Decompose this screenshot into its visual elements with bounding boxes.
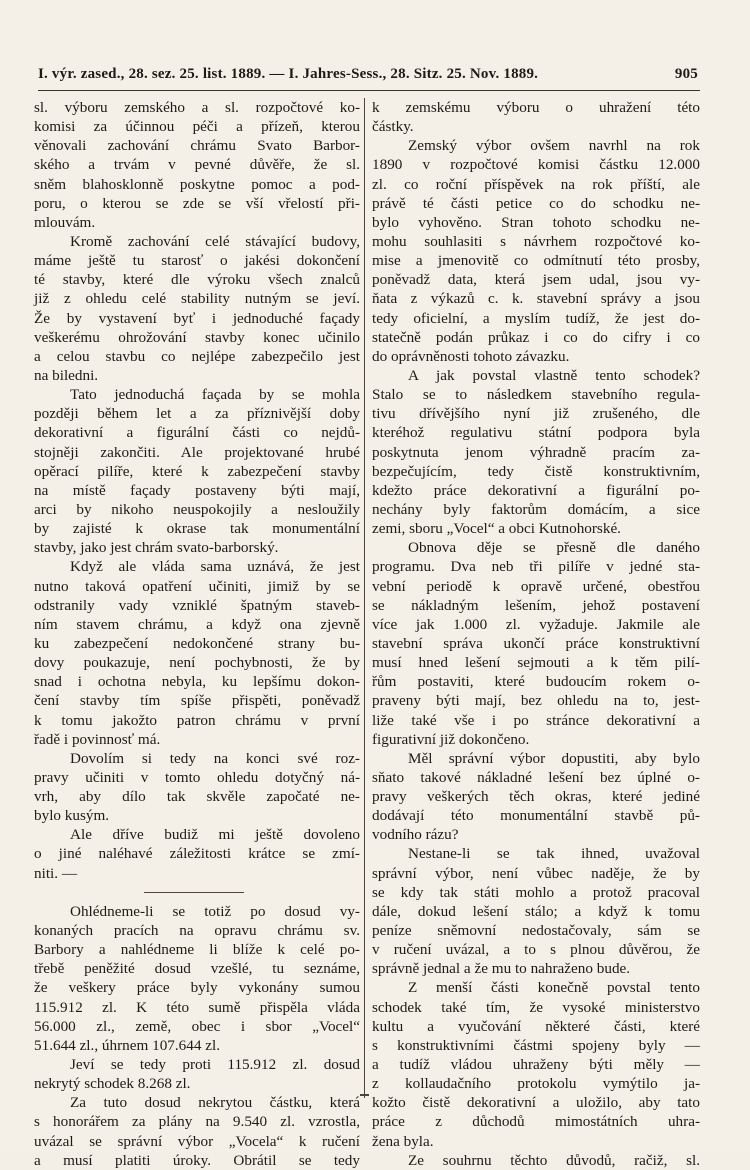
text-line: veškerému ohrožování stavby konec učinilo <box>34 328 360 346</box>
text-line: právě té části petice co do schodku ne- <box>372 194 700 212</box>
text-line: z kollaudačního protokolu vymýtilo ja- <box>372 1075 700 1093</box>
text-line: tedy oficielní, a myslím tudíž, že jest do- <box>372 309 700 327</box>
text-line: té stavby, které dle výroku všech znalců <box>34 271 360 289</box>
text-line: a celou stavbu co nejlépe zabezpečilo jest <box>34 347 360 365</box>
text-line: Dovolím si tedy na konci své roz- <box>70 749 360 767</box>
text-line: nechány byly faktorům domácím, a sice <box>372 500 700 518</box>
text-line: k zemskému výboru o uhražení této <box>372 99 700 116</box>
text-line: nutno taková opatření učiniti, jimiž by se <box>34 577 360 595</box>
text-line: správní výbor, není vůbec naděje, že by <box>372 864 700 882</box>
text-line: komisi za účinnou péči a přízeň, kterou <box>34 118 360 136</box>
text-line: figurativní již dokončeno. <box>372 730 530 748</box>
text-line: 51.644 zl., úhrnem 107.644 zl. <box>34 1036 221 1054</box>
text-line: Z menší části konečně povstal tento <box>408 979 700 997</box>
text-line: žena byla. <box>372 1132 434 1150</box>
text-line: dekorativní a figurální části co nejdů- <box>34 424 360 442</box>
text-line: později během let a za příznivější doby <box>34 405 360 423</box>
text-line: Barbory a nahlédneme li blíže k celé po- <box>34 941 360 959</box>
text-line: Měl správní výbor dopustiti, aby bylo <box>408 749 700 767</box>
text-line: peníze sněmovní nedostačovaly, sám se <box>372 922 700 940</box>
text-line: mise a jmenovitě co odmítnutí této prosby, <box>372 252 700 270</box>
text-line: Ze souhrnu těchto důvodů, račiž, sl. <box>408 1151 700 1169</box>
text-line: se nákladným lešením, jehož postavení <box>372 596 700 614</box>
text-line: Ohlédneme-li se totiž po dosud vy- <box>70 902 360 920</box>
text-line: mohu souhlasiti s návrhem rozpočtové ko- <box>372 232 700 250</box>
right-text-column <box>372 98 700 1170</box>
text-line: vodního rázu? <box>372 826 459 844</box>
text-line: již z ohledu celé stability nutným se jeví. <box>34 290 360 308</box>
text-line: sňato takové nákladné lešení bez úplné o- <box>372 768 700 786</box>
text-line: řadě i povinnosť má. <box>34 730 161 748</box>
text-line: uvázal se správní výbor „Vocela“ k ručení <box>34 1132 360 1150</box>
text-line: Tato jednoduchá façada by se mohla <box>70 386 360 404</box>
text-line: nekrytý schodek 8.268 zl. <box>34 1075 191 1093</box>
text-line: Kromě zachování celé stávající budovy, <box>70 232 360 250</box>
text-line: zemi, sboru „Vocel“ a obci Kutnohorské. <box>372 520 621 538</box>
text-line: v ručení uvázal, a to s plnou důvěrou, že <box>372 941 700 959</box>
section-rule <box>34 883 360 902</box>
left-text-column <box>34 98 360 1170</box>
text-line: praveny býti mají, bez ohledu na to, jest- <box>372 692 700 710</box>
text-line: bylo kusým. <box>34 807 110 825</box>
text-line: do oprávněnosti tohoto závazku. <box>372 347 570 365</box>
text-line: Nestane-li se tak ihned, uvažoval <box>408 845 700 863</box>
column-divider <box>364 98 365 1098</box>
text-line: kultu a vyučování některé části, které <box>372 1017 700 1035</box>
text-line: poskytnuta jenom výhradně pracím za- <box>372 443 700 461</box>
text-line: Když ale vláda sama uznává, že jest <box>70 558 360 576</box>
text-line: řům postaviti, které budoucím rokem o- <box>372 673 700 691</box>
text-line: máme ještě tu starosť o jakési dokončení <box>34 252 360 270</box>
text-line: vrh, aby dílo tak skvěle započaté ne- <box>34 788 360 806</box>
text-line: ku zabezpečení nedokončené strany bu- <box>34 634 360 652</box>
text-line: na místě façady postaveny býti mají, <box>34 481 360 499</box>
text-line: více jak 1.000 zl. vyžaduje. Jakmile ale <box>372 615 700 633</box>
text-line: ského a trvám v pevné důvěře, že sl. <box>34 156 360 174</box>
text-line: sl. výboru zemského a sl. rozpočtové ko- <box>34 99 360 116</box>
text-line: poru, o kterou se zde se vší vřelostí při- <box>34 194 360 212</box>
text-line: opěrací pilíře, které k zabezpečení stavby <box>34 462 360 480</box>
text-line: a tudíž vládou uhraženy býti měly — <box>372 1056 700 1074</box>
text-line: o jiné naléhavé záležitosti krátce se zmí- <box>34 845 360 863</box>
text-line: sněm blahosklonně poskytne pomoc a pod- <box>34 175 360 193</box>
text-line: snad i ochotna nebyla, ku lepšímu dokon- <box>34 673 360 691</box>
text-line: čení stavby tím spíše přispěti, poněvadž <box>34 692 360 710</box>
text-line: na biledni. <box>34 366 99 384</box>
text-line: 115.912 zl. K této sumě přispěla vláda <box>34 998 360 1016</box>
page-number: 905 <box>674 66 698 82</box>
text-line: musí hned lešení sejmouti a k těm pilí- <box>372 654 700 672</box>
text-line: pravy učiniti v tomto ohledu dotyčný ná- <box>34 768 360 786</box>
text-line: kdežto práce dekorativní a figurální po- <box>372 481 700 499</box>
column-divider-end-mark <box>360 1094 369 1096</box>
text-line: odstranily vady vzniklé špatným staveb- <box>34 596 360 614</box>
text-line: niti. — <box>34 864 78 882</box>
text-line: stavební správa ukončí práce konstruktivní <box>372 634 700 652</box>
text-line: dodávají této monumentální stavbě pů- <box>372 807 700 825</box>
text-line: 56.000 zl., země, obec i sbor „Vocel“ <box>34 1017 360 1035</box>
text-line: Za tuto dosud nekrytou částku, která <box>70 1094 360 1112</box>
page-header <box>38 66 698 83</box>
text-line: bylo vyhověno. Stran tohoto schodku ne- <box>372 213 700 231</box>
text-line: s honorářem za plány na 9.540 zl. vzrostla, <box>34 1113 360 1131</box>
text-line: 1890 v rozpočtové komisi částku 12.000 <box>372 156 700 174</box>
text-line: konaných pracích na opravu chrámu sv. <box>34 922 360 940</box>
text-line: Stalo se to následkem stavebního regula- <box>372 386 700 404</box>
text-line: zl. co roční příspěvek na rok příští, ale <box>372 175 700 193</box>
text-line: že veškery práce byly vykonány sumou <box>34 979 360 997</box>
text-line: kteréhož regulativu státní podpora byla <box>372 424 700 442</box>
text-line: stojněji zakončiti. Ale projektované hrubé <box>34 443 360 461</box>
text-line: stavby, jako jest chrám svato-barborský. <box>34 539 279 557</box>
text-line: schodek také tím, že vysoké ministerstvo <box>372 998 700 1016</box>
text-line: dovy poukazuje, není pochybnosti, že by <box>34 654 360 672</box>
header-rule <box>38 90 700 91</box>
text-line: arci by nikoho neuspokojily a nesloužily <box>34 500 360 518</box>
text-line: věnovali zachování chrámu Svato Barbor- <box>34 137 360 155</box>
text-line: bezpečujícím, tedy čistě konstruktivním, <box>372 462 700 480</box>
text-line: práce z důchodů mimostátních uhra- <box>372 1113 700 1131</box>
text-line: mlouvám. <box>34 213 96 231</box>
text-line: částky. <box>372 118 414 136</box>
text-line: kožto čistě dekorativní a uložilo, aby tato <box>372 1094 700 1112</box>
text-line: statečně podán průkaz i co do cifry i co <box>372 328 700 346</box>
text-line: A jak povstal vlastně tento schodek? <box>408 366 700 384</box>
text-line: Jeví se tedy proti 115.912 zl. dosud <box>70 1056 360 1074</box>
text-line: s konstruktivními částmi spojeny byly — <box>372 1036 700 1054</box>
text-line: ním stavem chrámu, a když ona zjevně <box>34 615 360 633</box>
text-line: dále, dokud lešení stálo; a když k tomu <box>372 902 700 920</box>
text-line: tivu dřívějšího nyní již zrušeného, dle <box>372 405 700 423</box>
text-line: programu. Dva neb tři pilíře v jedné sta- <box>372 558 700 576</box>
text-line: Že by vystavení byť i jednoduché façady <box>34 309 360 327</box>
text-line: by zajisté k okrase tak monumentální <box>34 520 360 538</box>
text-line: poněvadž data, která jsem udal, jsou vy- <box>372 271 700 289</box>
running-title: I. výr. zased., 28. sez. 25. list. 1889. — I. Jahres-Sess., 28. Sitz. 25. Nov. 1889. <box>38 66 539 82</box>
text-line: Ale dříve budiž mi ještě dovoleno <box>70 826 360 844</box>
text-line: Zemský výbor ovšem navrhl na rok <box>408 137 700 155</box>
text-line: k tomu jakožto patron chrámu v první <box>34 711 360 729</box>
text-line: pravy veškerých těch okras, které jediné <box>372 788 700 806</box>
text-line: ňata z výkazů c. k. stavební správy a jsou <box>372 290 700 308</box>
text-line: správně jednal a že mu to nahraženo bude. <box>372 960 631 978</box>
text-line: třebě peněžité dosud vzešlé, tu seznáme, <box>34 960 360 978</box>
text-line: a musí platiti úroky. Obrátil se tedy <box>34 1151 360 1169</box>
text-line: Obnova děje se přesně dle daného <box>408 539 700 557</box>
text-line: liže také vše i po stránce dekorativní a <box>372 711 700 729</box>
text-line: vební periodě k opravě určené, obestřou <box>372 577 700 595</box>
text-line: se kdy tak státi mohlo a protož pracoval <box>372 883 700 901</box>
